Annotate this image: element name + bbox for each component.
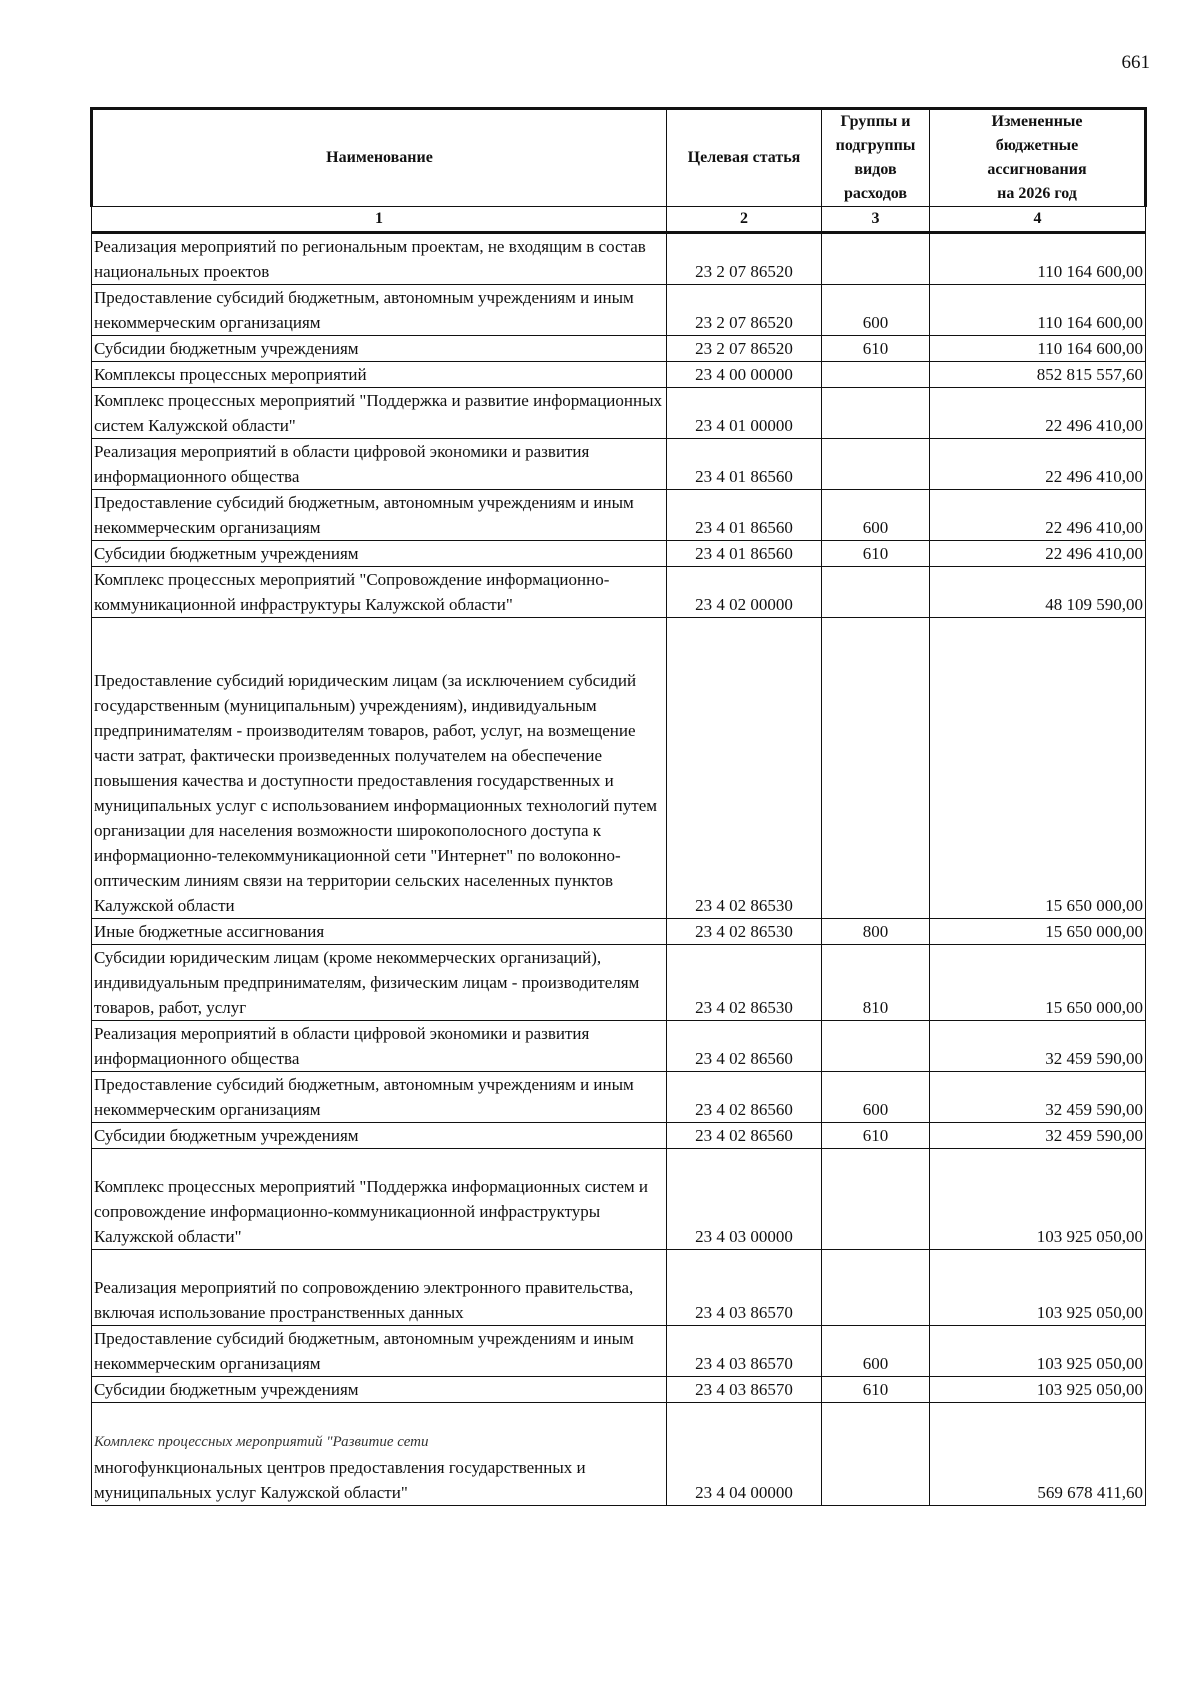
row-group: 810	[822, 945, 930, 1021]
row-amount: 103 925 050,00	[930, 1250, 1146, 1326]
column-number-row	[92, 207, 1146, 233]
row-amount: 22 496 410,00	[930, 541, 1146, 567]
column-number: 4	[930, 207, 1146, 233]
row-group	[822, 233, 930, 285]
row-group	[822, 618, 930, 919]
row-amount: 48 109 590,00	[930, 567, 1146, 618]
table-row	[92, 336, 1146, 362]
table-row	[92, 1072, 1146, 1123]
row-code: 23 2 07 86520	[667, 336, 822, 362]
row-code: 23 4 02 86560	[667, 1123, 822, 1149]
row-leading-space	[94, 618, 664, 668]
row-name: Субсидии бюджетным учреждениям	[92, 541, 667, 567]
row-leading-space	[94, 1403, 664, 1428]
table-row	[92, 233, 1146, 285]
table-row	[92, 285, 1146, 336]
row-group	[822, 1021, 930, 1072]
row-name: Иные бюджетные ассигнования	[92, 919, 667, 945]
row-group	[822, 1149, 930, 1250]
row-amount: 32 459 590,00	[930, 1123, 1146, 1149]
row-name: Субсидии бюджетным учреждениям	[92, 336, 667, 362]
row-group: 600	[822, 490, 930, 541]
table-row	[92, 1377, 1146, 1403]
row-group: 600	[822, 1072, 930, 1123]
row-code: 23 4 02 86530	[667, 618, 822, 919]
row-amount: 569 678 411,60	[930, 1403, 1146, 1506]
row-amount: 32 459 590,00	[930, 1072, 1146, 1123]
row-leading-space	[94, 1149, 664, 1174]
row-amount: 15 650 000,00	[930, 919, 1146, 945]
table-row	[92, 1250, 1146, 1326]
row-name: Реализация мероприятий по региональным проектам, не входящим в состав национальных проектов	[92, 233, 667, 285]
row-group	[822, 388, 930, 439]
row-group: 800	[822, 919, 930, 945]
row-name: Предоставление субсидий бюджетным, автономным учреждениям и иным некоммерческим организациям	[92, 1326, 667, 1377]
row-leading-space	[94, 1250, 664, 1275]
table-row	[92, 945, 1146, 1021]
row-name	[92, 1403, 667, 1506]
row-name: Комплекс процессных мероприятий "Сопровождение информационно-коммуникационной инфраструктуры Калужской области"	[92, 567, 667, 618]
header-allocations: Измененные бюджетные ассигнования на 2026 год	[930, 109, 1146, 207]
row-code: 23 4 01 86560	[667, 541, 822, 567]
row-group: 600	[822, 1326, 930, 1377]
row-name-text: Реализация мероприятий по сопровождению электронного правительства, включая использование пространственных данных	[94, 1278, 634, 1322]
row-code: 23 4 01 86560	[667, 439, 822, 490]
row-group	[822, 362, 930, 388]
row-name: Реализация мероприятий в области цифровой экономики и развития информационного общества	[92, 439, 667, 490]
header-target-article: Целевая статья	[667, 109, 822, 207]
row-code: 23 4 03 86570	[667, 1250, 822, 1326]
row-code: 23 4 03 00000	[667, 1149, 822, 1250]
row-code: 23 4 03 86570	[667, 1377, 822, 1403]
row-name	[92, 618, 667, 919]
row-name-text: Комплекс процессных мероприятий "Поддержка информационных систем и сопровождение информационно-коммуникационной инфраструктуры Калужской области"	[94, 1177, 648, 1246]
row-name: Предоставление субсидий бюджетным, автономным учреждениям и иным некоммерческим организациям	[92, 1072, 667, 1123]
row-code: 23 4 02 86560	[667, 1021, 822, 1072]
row-amount: 110 164 600,00	[930, 233, 1146, 285]
row-name: Субсидии бюджетным учреждениям	[92, 1123, 667, 1149]
row-group	[822, 1403, 930, 1506]
row-amount: 22 496 410,00	[930, 490, 1146, 541]
row-code: 23 4 02 86560	[667, 1072, 822, 1123]
row-name-part1: Комплекс процессных мероприятий "Развитие сети	[94, 1434, 429, 1450]
row-group	[822, 439, 930, 490]
row-name: Субсидии бюджетным учреждениям	[92, 1377, 667, 1403]
row-amount: 110 164 600,00	[930, 285, 1146, 336]
page-number: 661	[1121, 52, 1150, 73]
table-row	[92, 1403, 1146, 1506]
row-code: 23 4 01 00000	[667, 388, 822, 439]
table-row	[92, 567, 1146, 618]
row-amount: 15 650 000,00	[930, 618, 1146, 919]
table-row	[92, 388, 1146, 439]
table-row	[92, 1123, 1146, 1149]
row-code: 23 4 03 86570	[667, 1326, 822, 1377]
table-row	[92, 362, 1146, 388]
table-row	[92, 1021, 1146, 1072]
row-amount: 22 496 410,00	[930, 439, 1146, 490]
row-group: 600	[822, 285, 930, 336]
row-group: 610	[822, 1123, 930, 1149]
row-code: 23 4 04 00000	[667, 1403, 822, 1506]
header-expense-groups: Группы и подгруппы видов расходов	[822, 109, 930, 207]
column-number: 3	[822, 207, 930, 233]
row-group: 610	[822, 336, 930, 362]
row-name: Предоставление субсидий бюджетным, автономным учреждениям и иным некоммерческим организациям	[92, 490, 667, 541]
row-code: 23 4 01 86560	[667, 490, 822, 541]
row-name: Комплекс процессных мероприятий "Поддержка и развитие информационных систем Калужской области"	[92, 388, 667, 439]
row-amount: 103 925 050,00	[930, 1326, 1146, 1377]
table-header-row	[92, 109, 1146, 207]
table-row	[92, 919, 1146, 945]
table-row	[92, 439, 1146, 490]
row-name	[92, 1250, 667, 1326]
row-group	[822, 1250, 930, 1326]
row-amount: 103 925 050,00	[930, 1149, 1146, 1250]
row-name-text: Предоставление субсидий юридическим лицам (за исключением субсидий государственным (муниципальным) учреждениям), индивидуальным предпринимателям - производителям товаров, работ, услуг, на возмещение части затрат, фактически произведенных получателем на обеспечение повышения качества и доступности предоставления государственных и муниципальных услуг с использованием информационных технологий путем организации для населения возможности широкополосного доступа к информационно-телекоммуникационной сети "Интернет" по волоконно-оптическим линиям связи на территории сельских населенных пунктов Калужской области	[94, 671, 658, 915]
row-amount: 32 459 590,00	[930, 1021, 1146, 1072]
row-name: Субсидии юридическим лицам (кроме некоммерческих организаций), индивидуальным предпринимателям, физическим лицам - производителям товаров, работ, услуг	[92, 945, 667, 1021]
table-row	[92, 490, 1146, 541]
row-amount: 852 815 557,60	[930, 362, 1146, 388]
column-number: 2	[667, 207, 822, 233]
row-amount: 22 496 410,00	[930, 388, 1146, 439]
row-code: 23 4 00 00000	[667, 362, 822, 388]
row-group: 610	[822, 1377, 930, 1403]
row-code: 23 4 02 86530	[667, 945, 822, 1021]
row-amount: 110 164 600,00	[930, 336, 1146, 362]
row-name: Предоставление субсидий бюджетным, автономным учреждениям и иным некоммерческим организациям	[92, 285, 667, 336]
row-amount: 15 650 000,00	[930, 945, 1146, 1021]
row-code: 23 2 07 86520	[667, 285, 822, 336]
row-amount: 103 925 050,00	[930, 1377, 1146, 1403]
row-name: Комплексы процессных мероприятий	[92, 362, 667, 388]
row-name-part2: многофункциональных центров предоставления государственных и муниципальных услуг Калужской области"	[94, 1458, 586, 1502]
budget-table	[90, 107, 1147, 1506]
row-group	[822, 567, 930, 618]
row-name: Реализация мероприятий в области цифровой экономики и развития информационного общества	[92, 1021, 667, 1072]
column-number: 1	[92, 207, 667, 233]
row-code: 23 4 02 86530	[667, 919, 822, 945]
table-row	[92, 618, 1146, 919]
table-row	[92, 541, 1146, 567]
row-code: 23 2 07 86520	[667, 233, 822, 285]
table-row	[92, 1149, 1146, 1250]
row-code: 23 4 02 00000	[667, 567, 822, 618]
header-name: Наименование	[92, 109, 667, 207]
row-group: 610	[822, 541, 930, 567]
table-row	[92, 1326, 1146, 1377]
row-name	[92, 1149, 667, 1250]
